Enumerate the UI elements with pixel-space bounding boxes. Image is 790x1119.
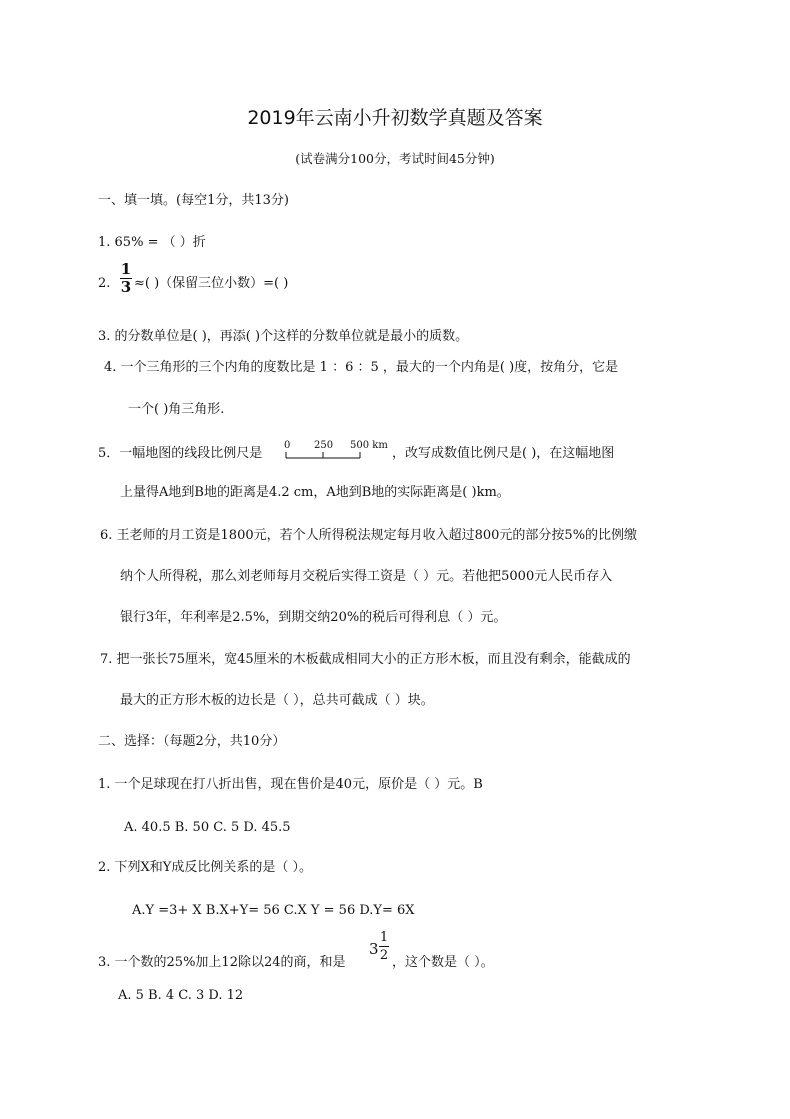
- scale-label-250: 250: [314, 440, 334, 451]
- question-1-1: 1. 65% = （ ）折: [98, 235, 206, 250]
- question-1-2-text: ≈( )（保留三位小数）=( ): [134, 276, 289, 291]
- fraction-numerator: 1: [120, 260, 132, 278]
- question-2-3-fraction: [379, 930, 389, 963]
- section-1-heading: 一、填一填。(每空1分，共13分): [98, 193, 289, 208]
- question-2-2: 2. 下列X和Y成反比例关系的是（ ）。: [98, 860, 313, 875]
- page-title: 2019年云南小升初数学真题及答案: [247, 107, 543, 129]
- question-1-3: 3. 的分数单位是( )，再添( )个这样的分数单位就是最小的质数。: [98, 329, 469, 344]
- question-2-3-prefix: 3. 一个数的25%加上12除以24的商，和是: [98, 955, 346, 970]
- fraction-denominator: 3: [120, 278, 132, 296]
- fraction-numerator: 1: [379, 930, 389, 945]
- question-2-1: 1. 一个足球现在打八折出售，现在售价是40元，原价是（ ）元。B: [98, 777, 483, 792]
- question-1-2-fraction: [120, 262, 132, 295]
- question-2-1-options: A. 40.5 B. 50 C. 5 D. 45.5: [124, 820, 291, 835]
- question-1-4-line-1: 4. 一个三角形的三个内角的度数比是 1 ：6 ：5 ，最大的一个内角是( )度，按角分，它是: [104, 360, 619, 375]
- question-1-6-line-1: 6. 王老师的月工资是1800元，若个人所得税法规定每月收入超过800元的部分按5%的比例缴: [100, 528, 638, 543]
- question-1-7-line-1: 7. 把一张长75厘米，宽45厘米的木板截成相同大小的正方形木板，而且没有剩余，能截成的: [100, 652, 631, 667]
- map-scale-bar: [282, 438, 394, 464]
- scale-label-0: 0: [284, 440, 291, 451]
- fraction-bar: [379, 946, 389, 947]
- question-1-4-line-2: 一个( )角三角形.: [128, 402, 225, 417]
- question-1-7-line-2: 最大的正方形木板的边长是（ ），总共可截成（ ）块。: [120, 693, 434, 708]
- question-2-3-suffix: ，这个数是（ ）。: [392, 955, 494, 970]
- scale-label-500km: 500 km: [350, 440, 388, 451]
- question-1-5-prefix: 5．一幅地图的线段比例尺是: [98, 446, 263, 461]
- mixed-number-whole: 3: [369, 940, 379, 958]
- question-1-5-line-2: 上量得A地到B地的距离是4.2 cm，A地到B地的实际距离是( )km。: [120, 485, 510, 500]
- question-2-3-options: A. 5 B. 4 C. 3 D. 12: [118, 988, 244, 1003]
- question-1-5-suffix: ，改写成数值比例尺是( )，在这幅地图: [392, 446, 615, 461]
- section-2-heading: 二、选择：（每题2分，共10分）: [98, 734, 286, 749]
- fraction-denominator: 2: [379, 948, 389, 963]
- question-2-2-options: A.Y =3+ X B.X+Y= 56 C.X Y = 56 D.Y= 6X: [132, 903, 415, 918]
- page-subtitle: (试卷满分100分，考试时间45分钟): [295, 151, 495, 166]
- question-1-2-prefix: 2.: [98, 276, 111, 291]
- question-1-6-line-2: 纳个人所得税，那么刘老师每月交税后实得工资是（ ）元。若他把5000元人民币存入: [120, 569, 613, 584]
- question-1-6-line-3: 银行3年，年利率是2.5%，到期交纳20%的税后可得利息（ ）元。: [120, 610, 507, 625]
